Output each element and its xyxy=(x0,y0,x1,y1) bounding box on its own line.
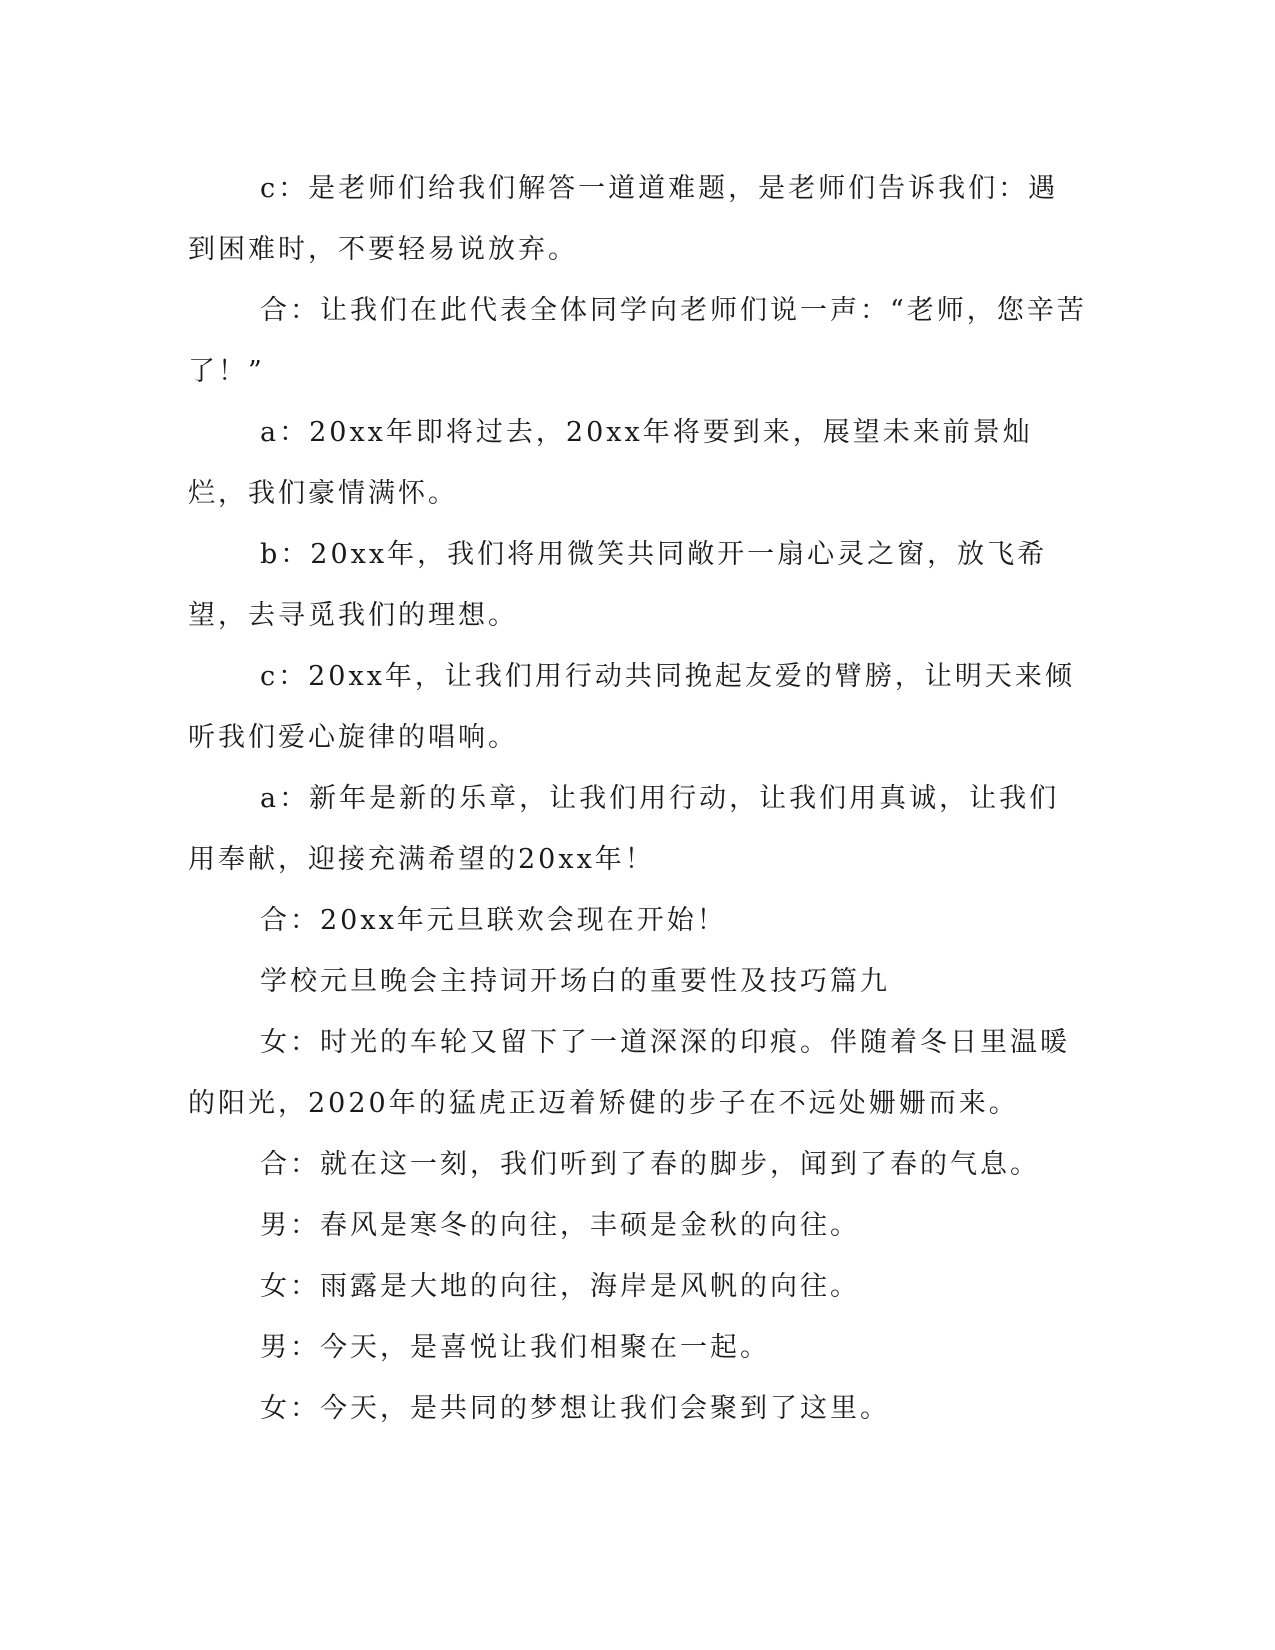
paragraph-2: 合：让我们在此代表全体同学向老师们说一声：“老师，您辛苦了！” xyxy=(188,295,1087,387)
paragraph-7: 合：20xx年元旦联欢会现在开始！ xyxy=(260,905,727,936)
paragraph-1: c：是老师们给我们解答一道道难题，是老师们告诉我们：遇到困难时，不要轻易说放弃。 xyxy=(188,173,1059,265)
section-heading: 学校元旦晚会主持词开场白的重要性及技巧篇九 xyxy=(260,966,890,997)
paragraph-13: 男：今天，是喜悦让我们相聚在一起。 xyxy=(260,1332,770,1363)
paragraph-10: 合：就在这一刻，我们听到了春的脚步，闻到了春的气息。 xyxy=(260,1149,1040,1180)
paragraph-11: 男：春风是寒冬的向往，丰硕是金秋的向往。 xyxy=(260,1210,860,1241)
paragraph-5: c：20xx年，让我们用行动共同挽起友爱的臂膀，让明天来倾听我们爱心旋律的唱响。 xyxy=(188,661,1075,753)
paragraph-9: 女：时光的车轮又留下了一道深深的印痕。伴随着冬日里温暖的阳光，2020年的猛虎正迈着矫健的步子在不远处姗姗而来。 xyxy=(188,1027,1070,1119)
paragraph-3: a：20xx年即将过去，20xx年将要到来，展望未来前景灿烂，我们豪情满怀。 xyxy=(188,417,1033,509)
paragraph-14: 女：今天，是共同的梦想让我们会聚到了这里。 xyxy=(260,1393,890,1424)
document-body xyxy=(188,158,1088,1439)
paragraph-6: a：新年是新的乐章，让我们用行动，让我们用真诚，让我们用奉献，迎接充满希望的20xx年！ xyxy=(188,783,1060,875)
paragraph-4: b：20xx年，我们将用微笑共同敞开一扇心灵之窗，放飞希望，去寻觅我们的理想。 xyxy=(188,539,1048,631)
paragraph-12: 女：雨露是大地的向往，海岸是风帆的向往。 xyxy=(260,1271,860,1302)
